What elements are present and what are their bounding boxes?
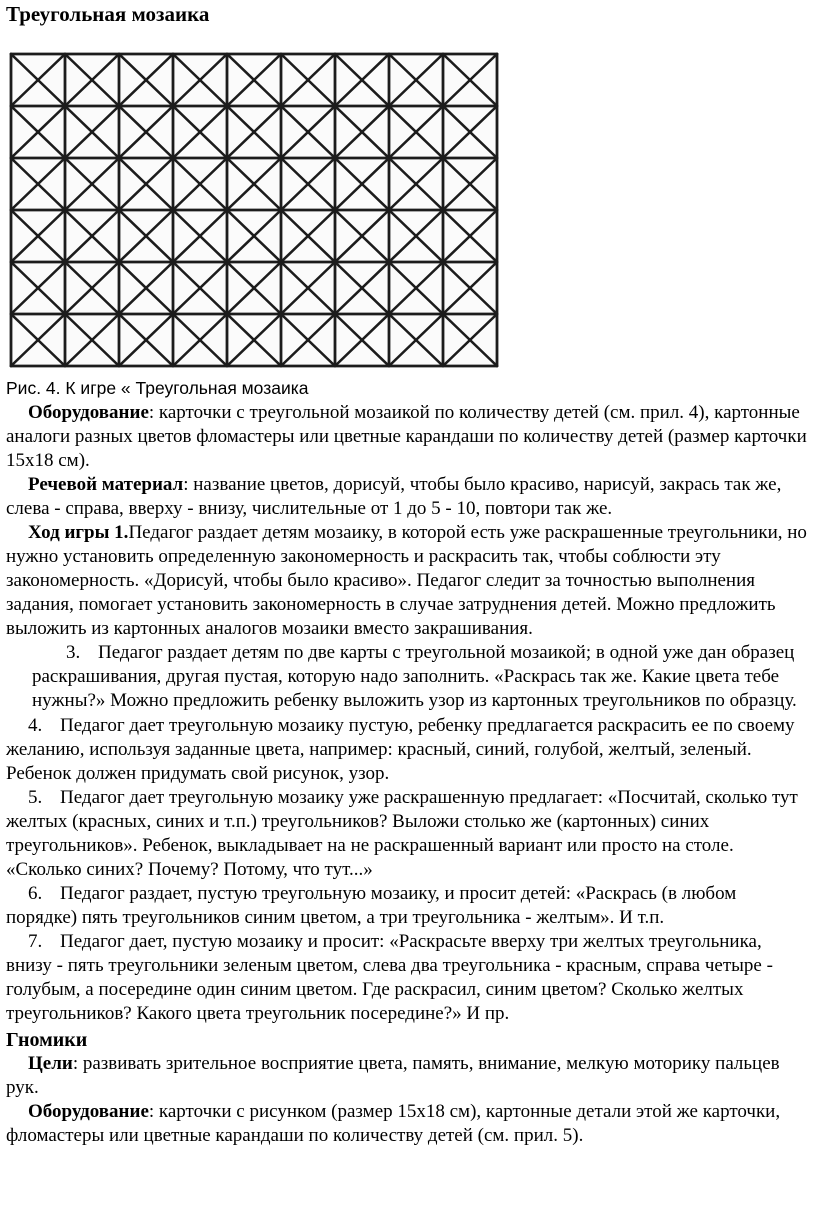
equipment-2-text: : карточки с рисунком (размер 15x18 см), картонные детали этой же карточки, фломастеры или цветные карандаши по количеству детей (см. прил. 5). (6, 1101, 781, 1146)
step-number: 5. (28, 787, 43, 808)
step-text: Педагог дает, пустую мозаику и просит: «Раскрасьте вверху три желтых треугольника, внизу - пять треугольники зеленым цветом, слева два треугольника - красным, справа четыре - голубым, а посередине один синим цветом. Где раскрасил, синим цветом? Сколько желтых треугольников? Какого цвета треугольник посередине?» И пр. (6, 931, 773, 1024)
mosaic-grid-image (6, 50, 516, 375)
step-text: Педагог раздает детям по две карты с треугольной мозаикой; в одной уже дан образец раскрашивания, другая пустая, которую надо заполнить. «Раскрась так же. Какие цвета тебе нужны?» Можно предложить ребенку выложить узор из картонных треугольников по образцу. (32, 642, 797, 711)
speech-paragraph (6, 473, 812, 521)
step-text: Педагог раздает, пустую треугольную мозаику, и просит детей: «Раскрась (в любом порядке) пять треугольников синим цветом, а три треугольника - желтым». И т.п. (6, 883, 737, 928)
equipment-text: : карточки с треугольной мозаикой по количеству детей (см. прил. 4), картонные аналоги разных цветов фломастеры или цветные карандаши по количеству детей (размер карточки 15x18 см). (6, 402, 807, 471)
page-title: Треугольная мозаика (6, 2, 210, 26)
step-5-paragraph (6, 786, 812, 882)
game-label: Ход игры 1. (28, 522, 129, 543)
triangle-mosaic-figure (6, 50, 516, 375)
equipment-label: Оборудование (28, 402, 149, 423)
goals-text: : развивать зрительное восприятие цвета, память, внимание, мелкую моторику пальцев рук. (6, 1053, 780, 1098)
figure-caption: Рис. 4. К игре « Треугольная мозаика (6, 378, 309, 398)
speech-label: Речевой материал (28, 474, 184, 495)
speech-text: : название цветов, дорисуй, чтобы было красиво, нарисуй, закрась так же, слева - справа, вверху - внизу, числительные от 1 до 5 - 10, повтори так же. (6, 474, 782, 519)
game-text: Педагог раздает детям мозаику, в которой есть уже раскрашенные треугольники, но нужно установить определенную закономерность и раскрасить так, чтобы соблюсти эту закономерность. «Дорисуй, чтобы было красиво». Педагог следит за точностью выполнения задания, помогает установить закономерность в случае затруднения детей. Можно предложить выложить из картонных аналогов мозаики вместо закрашивания. (6, 522, 807, 639)
goals-label: Цели (28, 1053, 73, 1074)
equipment-2-label: Оборудование (28, 1101, 149, 1122)
step-6-paragraph (6, 882, 812, 930)
equipment-2-paragraph (6, 1100, 812, 1148)
game-paragraph (6, 521, 812, 641)
step-4-paragraph (6, 714, 812, 786)
step-number: 7. (28, 931, 43, 952)
step-3-paragraph (6, 641, 812, 713)
document-body (6, 401, 812, 1148)
section-heading: Гномики (6, 1029, 88, 1051)
goals-paragraph (6, 1052, 812, 1100)
step-text: Педагог дает треугольную мозаику уже раскрашенную предлагает: «Посчитай, сколько тут желтых (красных, синих и т.п.) треугольников? Выложи столько же (картонных) синих треугольников». Ребенок, выкладывает на не раскрашенный вариант или просто на столе. «Сколько синих? Почему? Потому, что тут...» (6, 787, 798, 880)
step-number: 4. (28, 715, 43, 736)
step-text: Педагог дает треугольную мозаику пустую, ребенку предлагается раскрасить ее по своему желанию, используя заданные цвета, например: красный, синий, голубой, желтый, зеленый. Ребенок должен придумать свой рисунок, узор. (6, 715, 795, 784)
step-number: 3. (66, 642, 81, 663)
step-number: 6. (28, 883, 43, 904)
step-7-paragraph (6, 930, 812, 1026)
equipment-paragraph (6, 401, 812, 473)
